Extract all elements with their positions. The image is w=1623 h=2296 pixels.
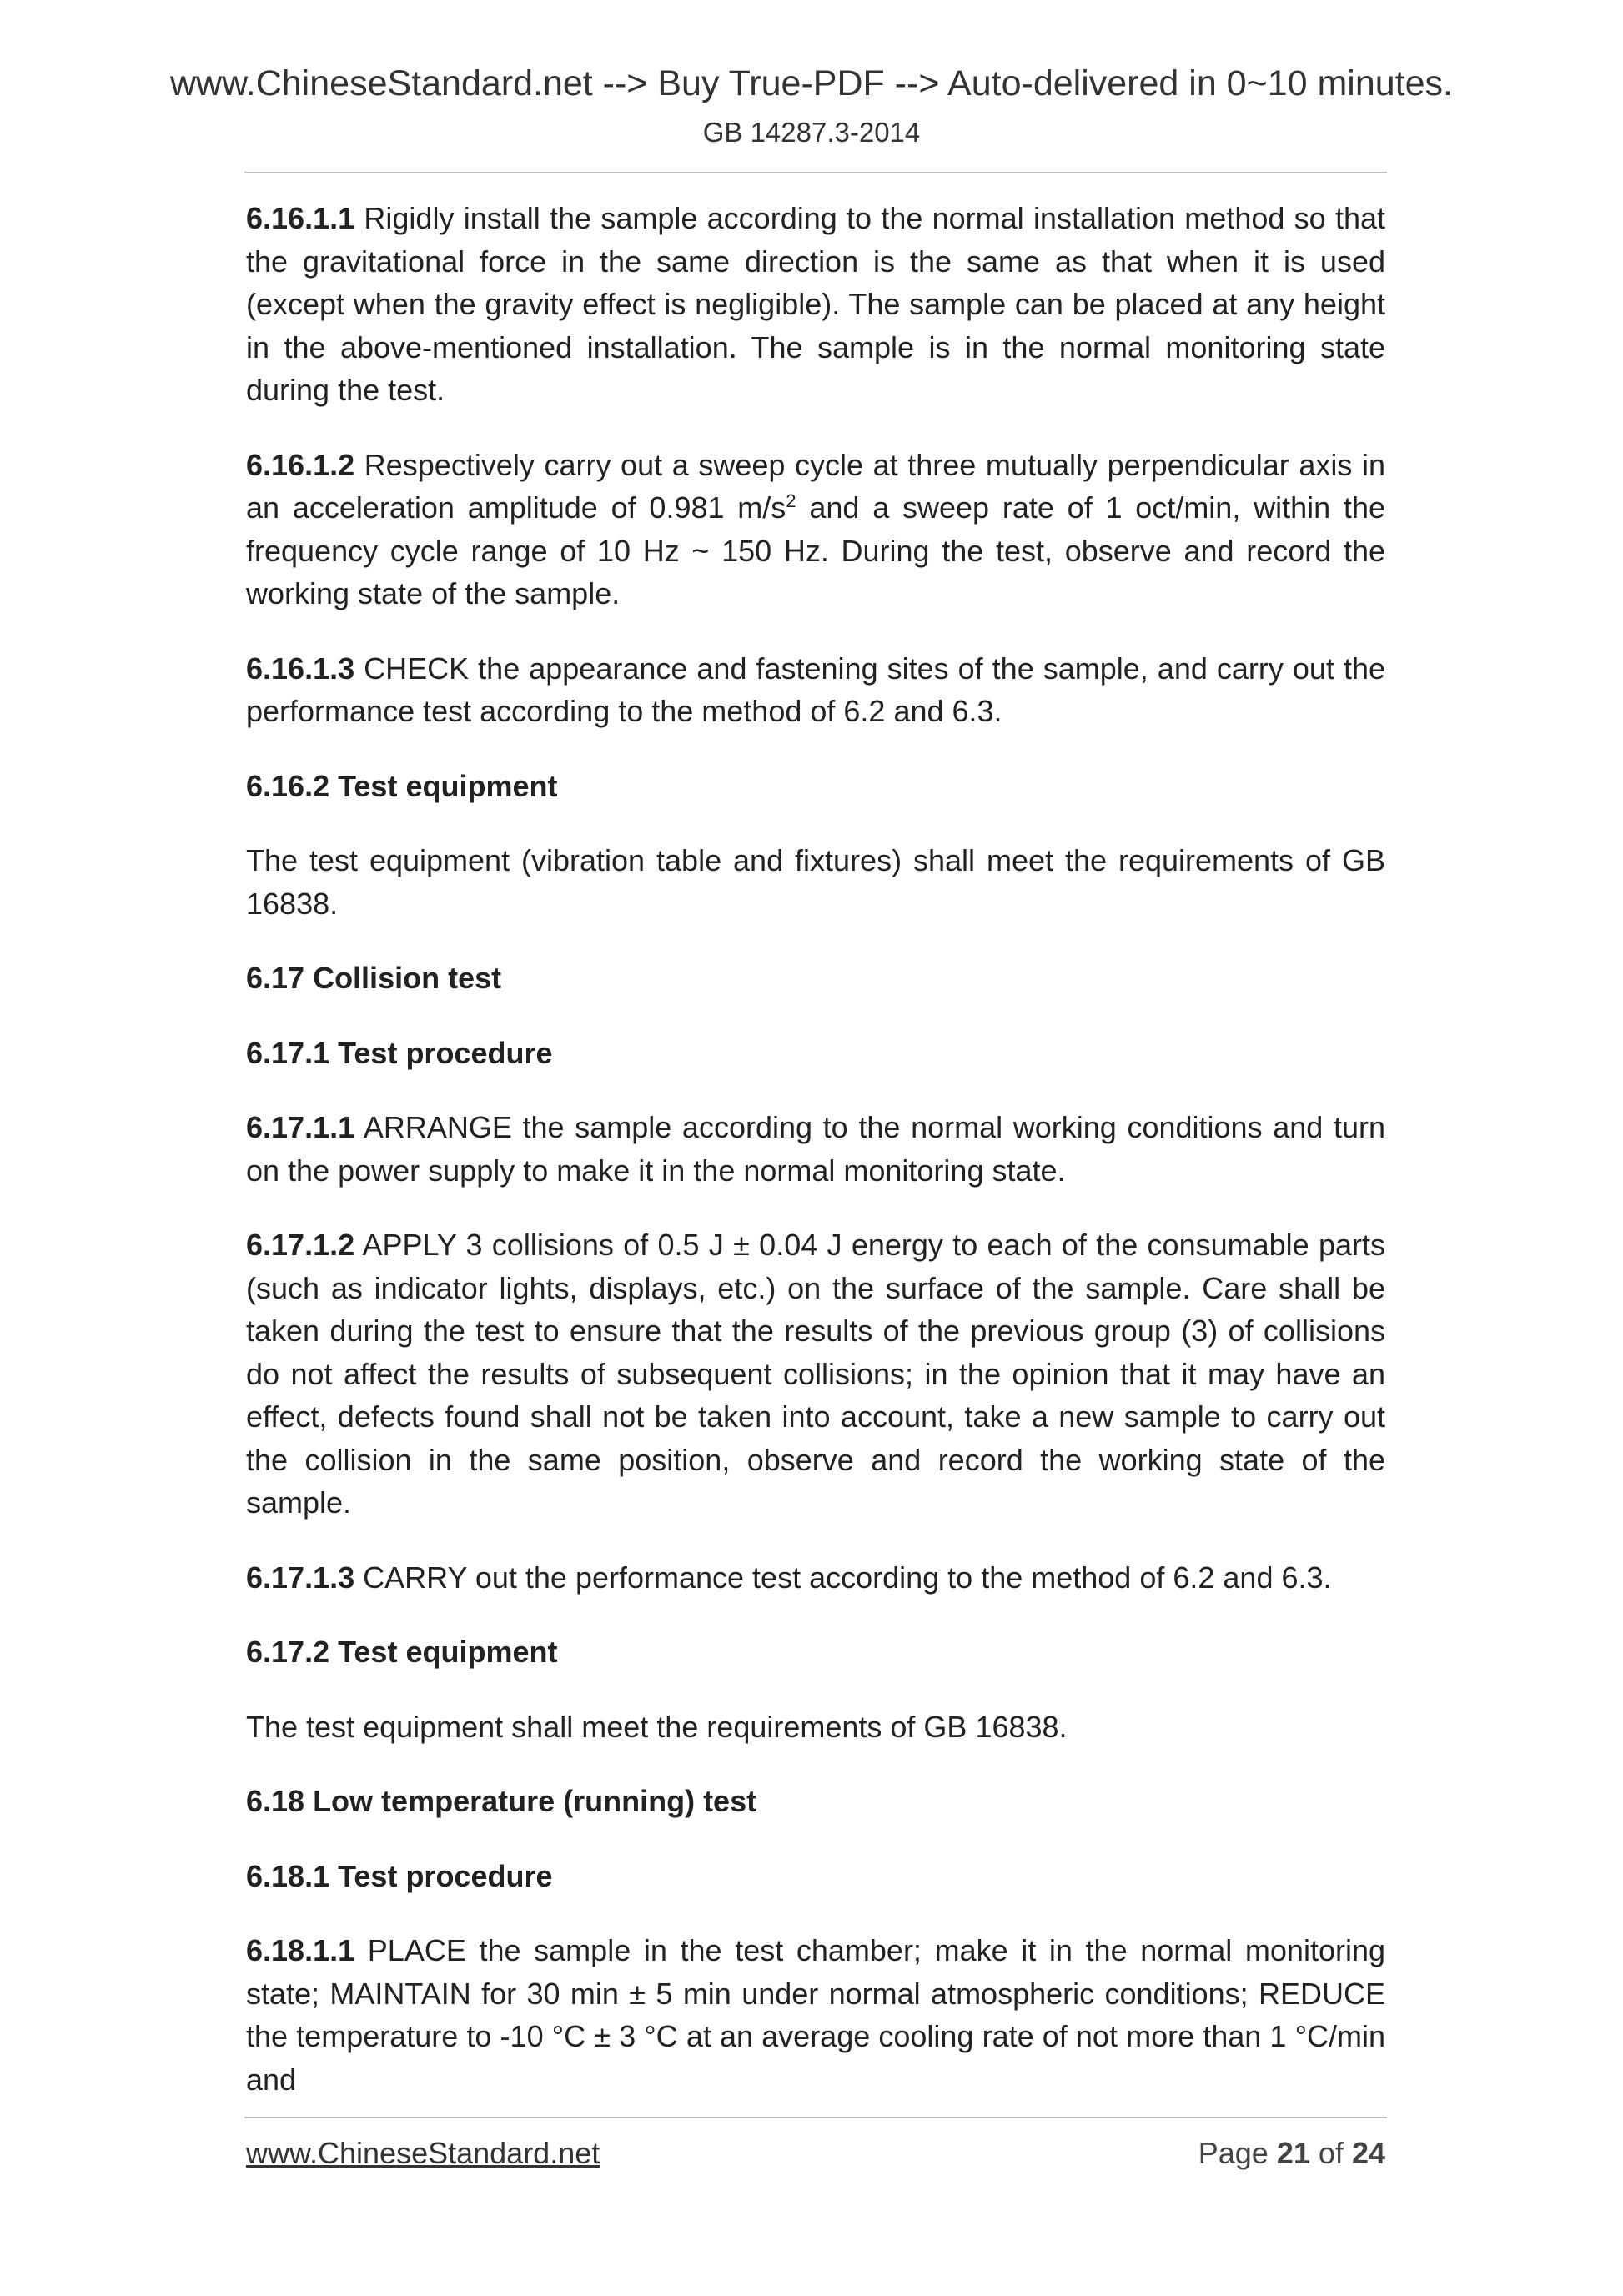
clause-number: 6.16.1.1 (246, 201, 355, 235)
document-code: GB 14287.3-2014 (702, 117, 921, 148)
clause-text: CARRY out the performance test according to the method of 6.2 and 6.3. (363, 1560, 1332, 1595)
clause-text: PLACE the sample in the test chamber; make it in the normal monitoring state; MAINTAIN for 30 min ± 5 min under normal atmospheric conditions; REDUCE the temperature to -10 °C ± 3 °C at an average cooling rate of not more than 1 °C/min and (246, 1933, 1385, 2097)
paragraph-6-17-1-2 (246, 1223, 1385, 1525)
clause-number: 6.17.1.1 (246, 1110, 355, 1144)
clause-number: 6.17.1.3 (246, 1560, 355, 1595)
current-page: 21 (1276, 2136, 1310, 2170)
paragraph-6-17-1-3 (246, 1556, 1385, 1600)
paragraph-equipment-6-17-2: The test equipment shall meet the requirements of GB 16838. (246, 1709, 1068, 1744)
page-indicator: Page 21 of 24 (1198, 2136, 1385, 2170)
clause-text: CHECK the appearance and fastening sites of the sample, and carry out the performance test according to the method of 6.2 and 6.3. (246, 651, 1385, 728)
header-banner: www.ChineseStandard.net --> Buy True-PDF --> Auto-delivered in 0~10 minutes. (169, 63, 1453, 103)
heading-6-17: 6.17 Collision test (246, 961, 502, 995)
superscript: 2 (786, 490, 796, 511)
clause-text: Respectively carry out a sweep cycle at three mutually perpendicular axis in an acceleration amplitude of 0.981 m/s (246, 447, 1386, 525)
document-body (246, 197, 1385, 2133)
clause-text: Rigidly install the sample according to the normal installation method so that the gravitational force in the same direction is the same as that when it is used (except when the gravity effect is negligible). The sample can be placed at any height in the above-mentioned installation. The sample is in the normal monitoring state during the test. (246, 201, 1385, 407)
clause-number: 6.16.1.2 (246, 447, 355, 482)
footer-divider (244, 2117, 1387, 2118)
clause-number: 6.18.1.1 (246, 1933, 355, 1967)
heading-6-18: 6.18 Low temperature (running) test (246, 1784, 757, 1818)
heading-6-18-1: 6.18.1 Test procedure (246, 1858, 553, 1893)
clause-text: and a sweep rate of 1 oct/min, within the frequency cycle range of 10 Hz ~ 150 Hz. During the test, observe and record the working state of the sample. (246, 490, 1385, 610)
paragraph-6-16-1-1 (246, 197, 1385, 412)
paragraph-equipment-6-16-2: The test equipment (vibration table and fixtures) shall meet the requirements of GB 16838. (246, 843, 1385, 921)
paragraph-6-16-1-2 (246, 444, 1385, 615)
paragraph-6-18-1-1 (246, 1929, 1385, 2101)
heading-6-17-2: 6.17.2 Test equipment (246, 1635, 558, 1669)
paragraph-6-17-1-1 (246, 1106, 1385, 1192)
paragraph-6-16-1-3 (246, 647, 1385, 733)
header-divider (244, 172, 1387, 173)
clause-text: APPLY 3 collisions of 0.5 J ± 0.04 J energy to each of the consumable parts (such as indicator lights, displays, etc.) on the surface of the sample. Care shall be taken during the test to ensure that the results of the previous group (3) of collisions do not affect the results of subsequent collisions; in the opinion that it may have an effect, defects found shall not be taken into account, take a new sample to carry out the collision in the same position, observe and record the working state of the sample. (246, 1228, 1386, 1520)
clause-number: 6.16.1.3 (246, 651, 355, 686)
total-pages: 24 (1351, 2136, 1385, 2170)
footer-website-link[interactable]: www.ChineseStandard.net (246, 2136, 600, 2170)
clause-number: 6.17.1.2 (246, 1228, 355, 1262)
heading-6-17-1: 6.17.1 Test procedure (246, 1035, 553, 1070)
heading-6-16-2: 6.16.2 Test equipment (246, 768, 558, 803)
clause-text: ARRANGE the sample according to the normal working conditions and turn on the power supply to make it in the normal monitoring state. (246, 1110, 1386, 1188)
